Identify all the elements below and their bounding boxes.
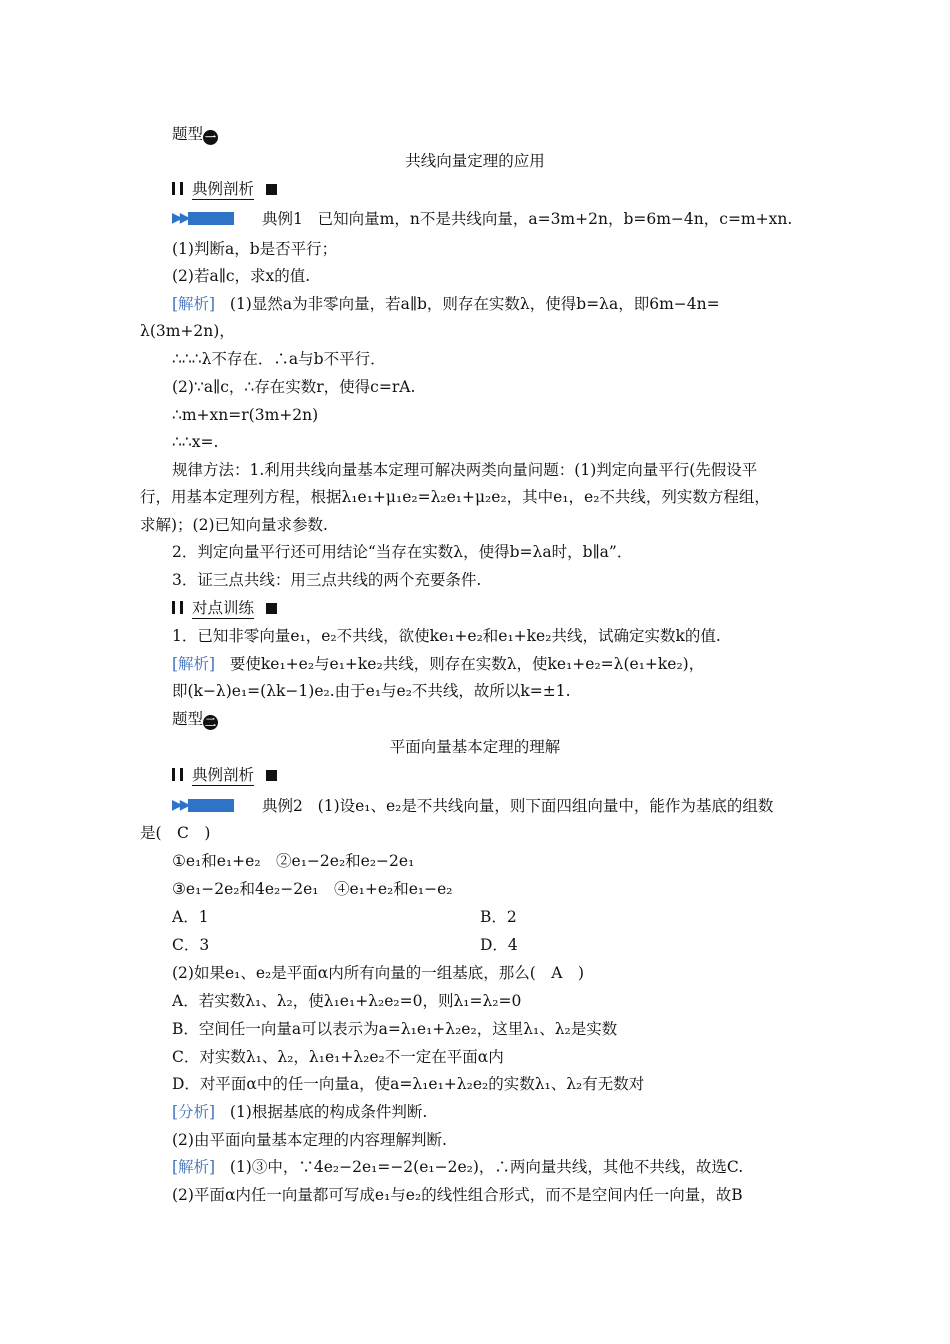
example-banner-icon: ▶▶ <box>172 798 232 813</box>
solution-line-2: λ(3m+2n)， <box>140 322 235 340</box>
choice-d: D．4 <box>480 936 518 954</box>
training-solution-text: 要使ke₁+e₂与e₁+ke₂共线，则存在实数λ，使ke₁+e₂=λ(e₁+ke₂)， <box>229 655 705 673</box>
square-icon <box>266 770 277 781</box>
example-1-line <box>172 209 792 229</box>
solution-line-1 <box>172 294 720 314</box>
fenxi-tag: [分析] <box>172 1103 216 1121</box>
subheading-text: 典例剖析 <box>192 180 255 198</box>
subheading-text: 对点训练 <box>192 599 255 617</box>
rule-line-2: 行，用基本定理列方程，根据λ₁e₁+μ₁e₂=λ₂e₁+μ₂e₂，其中e₁，e₂不共线，列实数方程组， <box>140 488 770 506</box>
rule-line-1: 规律方法：1.利用共线向量基本定理可解决两类向量问题：(1)判定向量平行(先假设平 <box>172 461 758 479</box>
solution-2-text: (1)③中，∵4e₂−2e₁=−2(e₁−2e₂)，∴两向量共线，其他不共线，故选C. <box>229 1158 744 1176</box>
rule-line-3: 求解)；(2)已知向量求参数. <box>140 516 328 534</box>
example-2-line <box>172 796 773 816</box>
rule-line-5: 3．证三点共线：用三点共线的两个充要条件. <box>172 571 482 589</box>
square-icon <box>266 184 277 195</box>
solution-line-5: ∴m+xn=r(3m+2n) <box>172 406 319 424</box>
section-label-text: 题型 <box>172 710 204 728</box>
analysis-line-1 <box>172 1102 427 1122</box>
subheading-training <box>172 598 277 619</box>
subheading-example <box>172 765 277 786</box>
solution-line-4: (2)∵a∥c，∴存在实数r，使得c=rA. <box>172 378 416 396</box>
question-2-stem: (2)如果e₁、e₂是平面α内所有向量的一组基底，那么( A ) <box>172 964 584 982</box>
choice-c: C．3 <box>172 936 210 954</box>
square-icon <box>266 603 277 614</box>
example-banner-icon: ▶▶ <box>172 211 232 226</box>
jiexi-tag: [解析] <box>172 295 216 313</box>
section-label-text: 题型 <box>172 125 204 143</box>
question-2: (2)若a∥c，求x的值. <box>172 267 311 285</box>
solution-text: (1)显然a为非零向量，若a∥b，则存在实数λ，使得b=λa，即6m−4n= <box>229 295 720 313</box>
jiexi-tag: [解析] <box>172 1158 216 1176</box>
question-2-option-c: C．对实数λ₁、λ₂，λ₁e₁+λ₂e₂不一定在平面α内 <box>172 1048 504 1066</box>
rule-line-4: 2．判定向量平行还可用结论“当存在实数λ，使得b=λa时，b∥a”． <box>172 543 633 561</box>
choice-b: B．2 <box>480 908 517 926</box>
section-title: 平面向量基本定理的理解 <box>389 738 561 756</box>
subheading-text: 典例剖析 <box>192 766 255 784</box>
example-text: (1)设e₁、e₂是不共线向量，则下面四组向量中，能作为基底的组数 <box>317 797 774 815</box>
training-solution-1 <box>172 654 704 674</box>
option-line-2: ③e₁−2e₂和4e₂−2e₁ ④e₁+e₂和e₁−e₂ <box>172 880 453 898</box>
jiexi-tag: [解析] <box>172 655 216 673</box>
solution-2-line-1 <box>172 1157 743 1177</box>
section-label <box>172 124 218 145</box>
section-label <box>172 709 218 730</box>
example-text: 已知向量m，n不是共线向量，a=3m+2n，b=6m−4n，c=m+xn. <box>317 210 793 228</box>
section-number-badge: 二 <box>205 716 217 729</box>
solution-line-6: ∴∴x=. <box>172 433 219 451</box>
subheading-example <box>172 179 277 200</box>
example-2-line-2: 是( C ) <box>140 824 211 842</box>
training-question: 1．已知非零向量e₁，e₂不共线，欲使ke₁+e₂和e₁+ke₂共线，试确定实数k的值. <box>172 627 721 645</box>
example-label: 典例2 <box>262 797 303 815</box>
choice-a: A．1 <box>172 908 209 926</box>
option-line-1: ①e₁和e₁+e₂ ②e₁−2e₂和e₂−2e₁ <box>172 852 415 870</box>
question-2-option-d: D．对平面α中的任一向量a，使a=λ₁e₁+λ₂e₂的实数λ₁、λ₂有无数对 <box>172 1075 645 1093</box>
example-label: 典例1 <box>262 210 303 228</box>
training-solution-2: 即(k−λ)e₁=(λk−1)e₂.由于e₁与e₂不共线，故所以k=±1. <box>172 682 571 700</box>
question-2-option-b: B．空间任一向量a可以表示为a=λ₁e₁+λ₂e₂，这里λ₁、λ₂是实数 <box>172 1020 618 1038</box>
solution-2-line-2: (2)平面α内任一向量都可写成e₁与e₂的线性组合形式，而不是空间内任一向量，故B <box>172 1186 743 1204</box>
analysis-text: (1)根据基底的构成条件判断. <box>229 1103 428 1121</box>
section-number-badge: 一 <box>205 131 217 144</box>
question-2-option-a: A．若实数λ₁、λ₂，使λ₁e₁+λ₂e₂=0，则λ₁=λ₂=0 <box>172 992 522 1010</box>
question-1: (1)判断a，b是否平行； <box>172 240 338 258</box>
analysis-line-2: (2)由平面向量基本定理的内容理解判断. <box>172 1131 447 1149</box>
section-title: 共线向量定理的应用 <box>405 152 545 170</box>
solution-line-3: ∴∴∴λ不存在．∴a与b不平行． <box>172 350 386 368</box>
